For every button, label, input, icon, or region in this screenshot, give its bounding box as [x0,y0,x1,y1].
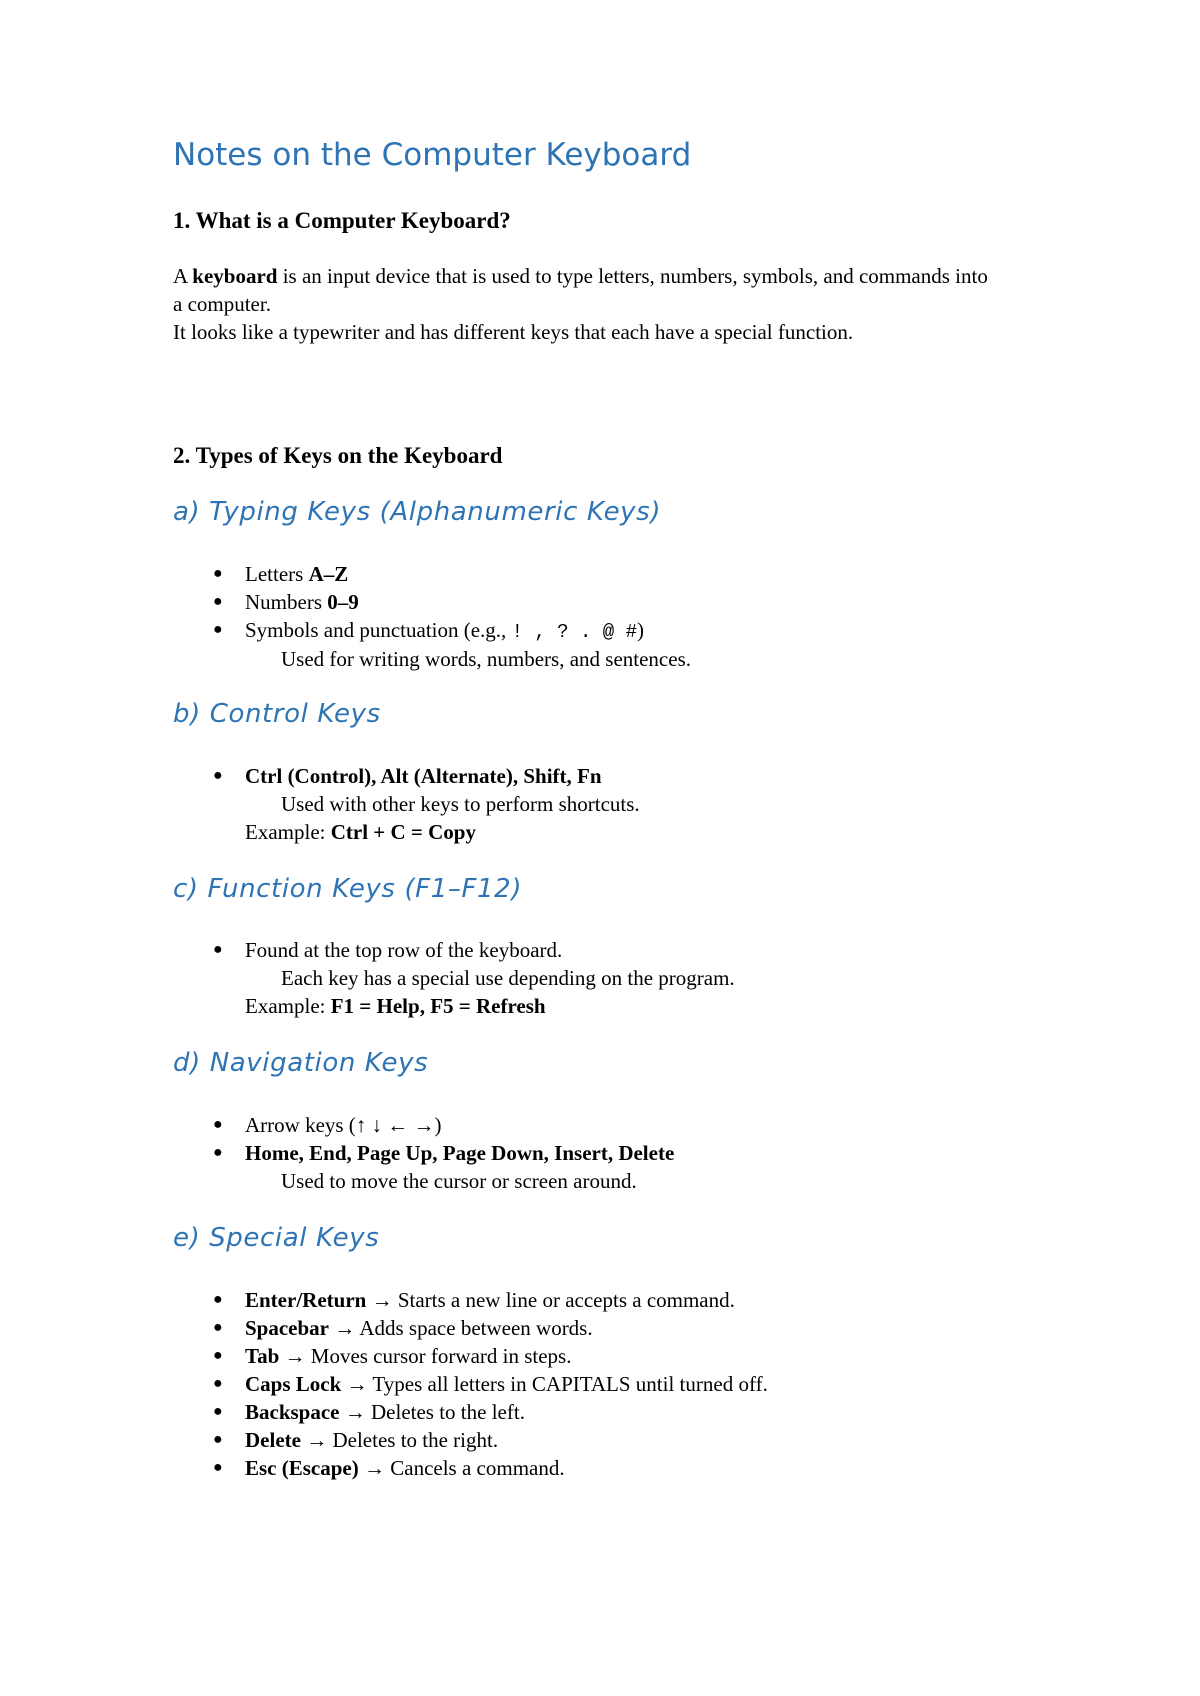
key-name: Esc (Escape) [245,1456,359,1480]
para-prefix: A [173,264,193,288]
item-text: Found at the top row of the keyboard. [245,938,563,962]
control-keys-note: Used with other keys to perform shortcuts. [281,792,640,816]
example-label: Example: [245,820,331,844]
example-bold: F1 = Help, F5 = Refresh [330,994,546,1018]
control-keys-heading: b) Control Keys [173,699,381,729]
page-title: Notes on the Computer Keyboard [173,137,692,173]
bullet-icon: ● [213,593,223,610]
bullet-icon: ● [213,1291,223,1308]
bullet-icon: ● [213,621,223,638]
symbols-code: ! , ? . @ # [511,621,637,643]
function-keys-heading: c) Function Keys (F1–F12) [173,874,523,904]
bullet-icon: ● [213,1144,223,1161]
bullet-icon: ● [213,1459,223,1476]
section-1-para-line-2: a computer. [173,292,271,316]
key-description: → Deletes to the right. [300,1428,499,1452]
bullet-icon: ● [213,941,223,958]
para-text: is an input device that is used to type letters, numbers, symbols, and commands into [277,264,988,288]
example-label: Example: [245,994,331,1018]
function-keys-note: Each key has a special use depending on the program. [281,966,735,990]
section-1-para-2: It looks like a typewriter and has different keys that each have a special function. [173,320,854,344]
function-keys-example [245,992,546,1020]
control-keys-example [245,818,476,846]
bullet-icon: ● [213,565,223,582]
key-description: → Moves cursor forward in steps. [279,1344,572,1368]
key-description: → Adds space between words. [329,1316,593,1340]
key-name: Caps Lock [245,1372,342,1396]
bullet-icon: ● [213,1319,223,1336]
key-name: Backspace [245,1400,340,1424]
bullet-icon: ● [213,1116,223,1133]
bullet-icon: ● [213,1431,223,1448]
key-name: Spacebar [245,1316,329,1340]
key-description: → Deletes to the left. [339,1400,525,1424]
example-bold: Ctrl + C = Copy [330,820,476,844]
bullet-icon: ● [213,1375,223,1392]
item-text: Letters [245,562,309,586]
item-bold: 0–9 [327,590,359,614]
section-1-para-line-1 [173,262,988,290]
item-bold: Home, End, Page Up, Page Down, Insert, Delete [245,1141,675,1165]
item-text: Symbols and punctuation (e.g., [245,618,512,642]
keyword-keyboard: keyboard [192,264,278,288]
key-description: → Cancels a command. [358,1456,565,1480]
item-text: ) [636,618,644,642]
bullet-icon: ● [213,1403,223,1420]
key-name: Delete [245,1428,301,1452]
section-1-heading: 1. What is a Computer Keyboard? [173,208,511,233]
key-description: → Starts a new line or accepts a command. [366,1288,735,1312]
key-name: Tab [245,1344,280,1368]
key-description: → Types all letters in CAPITALS until turned off. [341,1372,768,1396]
item-bold: A–Z [308,562,349,586]
navigation-keys-heading: d) Navigation Keys [173,1048,429,1078]
item-text: Arrow keys (↑ ↓ ← →) [245,1113,442,1137]
item-text: Numbers [245,590,328,614]
bullet-icon: ● [213,1347,223,1364]
section-2-heading: 2. Types of Keys on the Keyboard [173,443,503,468]
typing-keys-note: Used for writing words, numbers, and sentences. [281,647,691,671]
item-bold: Ctrl (Control), Alt (Alternate), Shift, Fn [245,764,602,788]
typing-keys-heading: a) Typing Keys (Alphanumeric Keys) [173,497,662,527]
navigation-keys-note: Used to move the cursor or screen around. [281,1169,637,1193]
key-name: Enter/Return [245,1288,367,1312]
special-keys-heading: e) Special Keys [173,1223,380,1253]
bullet-icon: ● [213,767,223,784]
